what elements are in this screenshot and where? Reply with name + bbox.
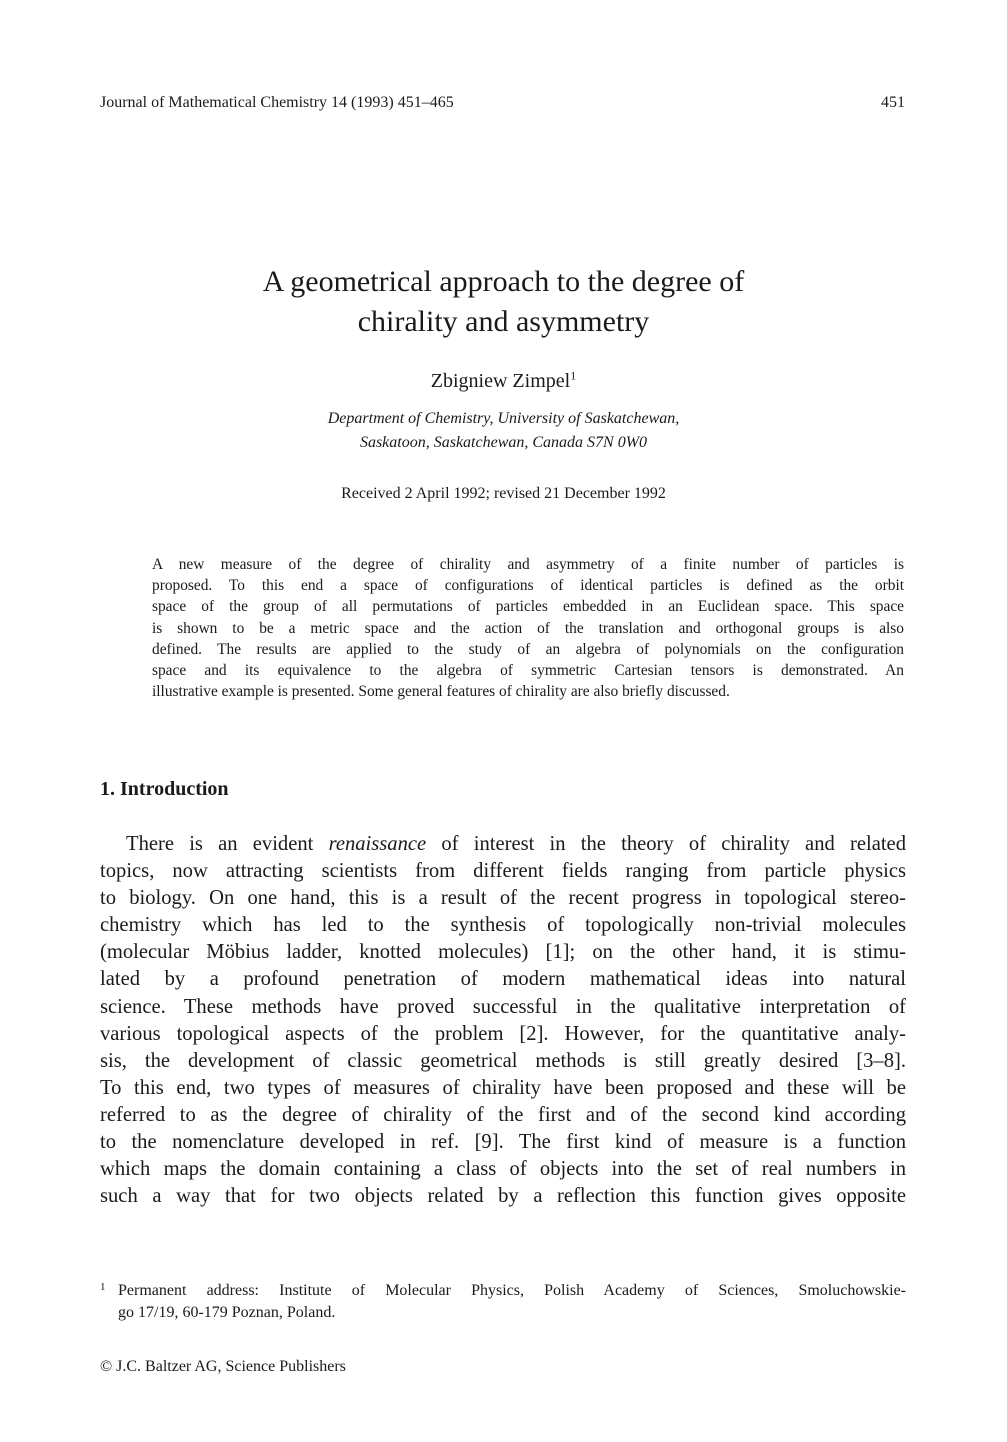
section-heading: 1. Introduction [100,778,229,800]
body-line: lated by a profound penetration of modern mathematical ideas into natural [100,968,906,991]
body-line: (molecular Möbius ladder, knotted molecules) [1]; on the other hand, it is stimu- [100,941,906,964]
body-line: science. These methods have proved successful in the qualitative interpretation of [100,995,906,1018]
author-name: Zbigniew Zimpel [430,370,571,392]
affiliation [0,407,1007,455]
page-number: 451 [881,94,905,111]
abstract-line: defined. The results are applied to the study of an algebra of polynomials on the configuration [152,640,904,658]
author-footnote-mark: 1 [570,368,577,383]
received-dates: Received 2 April 1992; revised 21 December 1992 [341,485,666,502]
body-line: various topological aspects of the problem [2]. However, for the quantitative analy- [100,1022,906,1045]
abstract [152,554,904,702]
author [0,370,1007,393]
abstract-line: proposed. To this end a space of configurations of identical particles is defined as the orbit [152,577,904,595]
body-text [100,831,906,1210]
body-line: referred to as the degree of chirality of the first and of the second kind according [100,1103,906,1126]
body-line: There is an evident renaissance of interest in the theory of chirality and related [126,833,906,855]
footnote-line: go 17/19, 60-179 Poznan, Poland. [118,1304,336,1321]
title-line: chirality and asymmetry [357,305,650,338]
body-line: To this end, two types of measures of chirality have been proposed and these will be [100,1076,906,1099]
abstract-line: is shown to be a metric space and the action of the translation and orthogonal groups is also [152,619,904,637]
abstract-line: space of the group of all permutations of particles embedded in an Euclidean space. This space [152,598,904,616]
title-line: A geometrical approach to the degree of [262,265,745,298]
affiliation-line: Saskatoon, Saskatchewan, Canada S7N 0W0 [359,434,648,451]
body-line: such a way that for two objects related by a reflection this function gives opposite [100,1185,906,1208]
footnote-line: Permanent address: Institute of Molecular Physics, Polish Academy of Sciences, Smoluchowskie- [118,1282,906,1299]
body-line: topics, now attracting scientists from different fields ranging from particle physics [100,860,906,883]
article-title [0,262,1007,342]
footnote-mark: 1 [100,1281,106,1293]
abstract-line: space and its equivalence to the algebra of symmetric Cartesian tensors is demonstrated. An [152,662,904,680]
footnote [100,1280,906,1324]
body-line: which maps the domain containing a class of objects into the set of real numbers in [100,1158,906,1181]
body-line: to the nomenclature developed in ref. [9]. The first kind of measure is a function [100,1131,906,1154]
journal-citation: Journal of Mathematical Chemistry 14 (1993) 451–465 [100,94,454,111]
abstract-line: illustrative example is presented. Some general features of chirality are also briefly discussed. [152,683,730,701]
body-line: sis, the development of classic geometrical methods is still greatly desired [3–8]. [100,1049,906,1072]
copyright: © J.C. Baltzer AG, Science Publishers [100,1358,346,1375]
body-line: chemistry which has led to the synthesis of topologically non-trivial molecules [100,914,906,937]
italic-word: renaissance [328,833,427,855]
running-head [100,94,905,112]
abstract-line: A new measure of the degree of chirality and asymmetry of a finite number of particles is [152,556,904,573]
body-line: to biology. On one hand, this is a result of the recent progress in topological stereo- [100,887,906,910]
affiliation-line: Department of Chemistry, University of Saskatchewan, [327,410,680,427]
